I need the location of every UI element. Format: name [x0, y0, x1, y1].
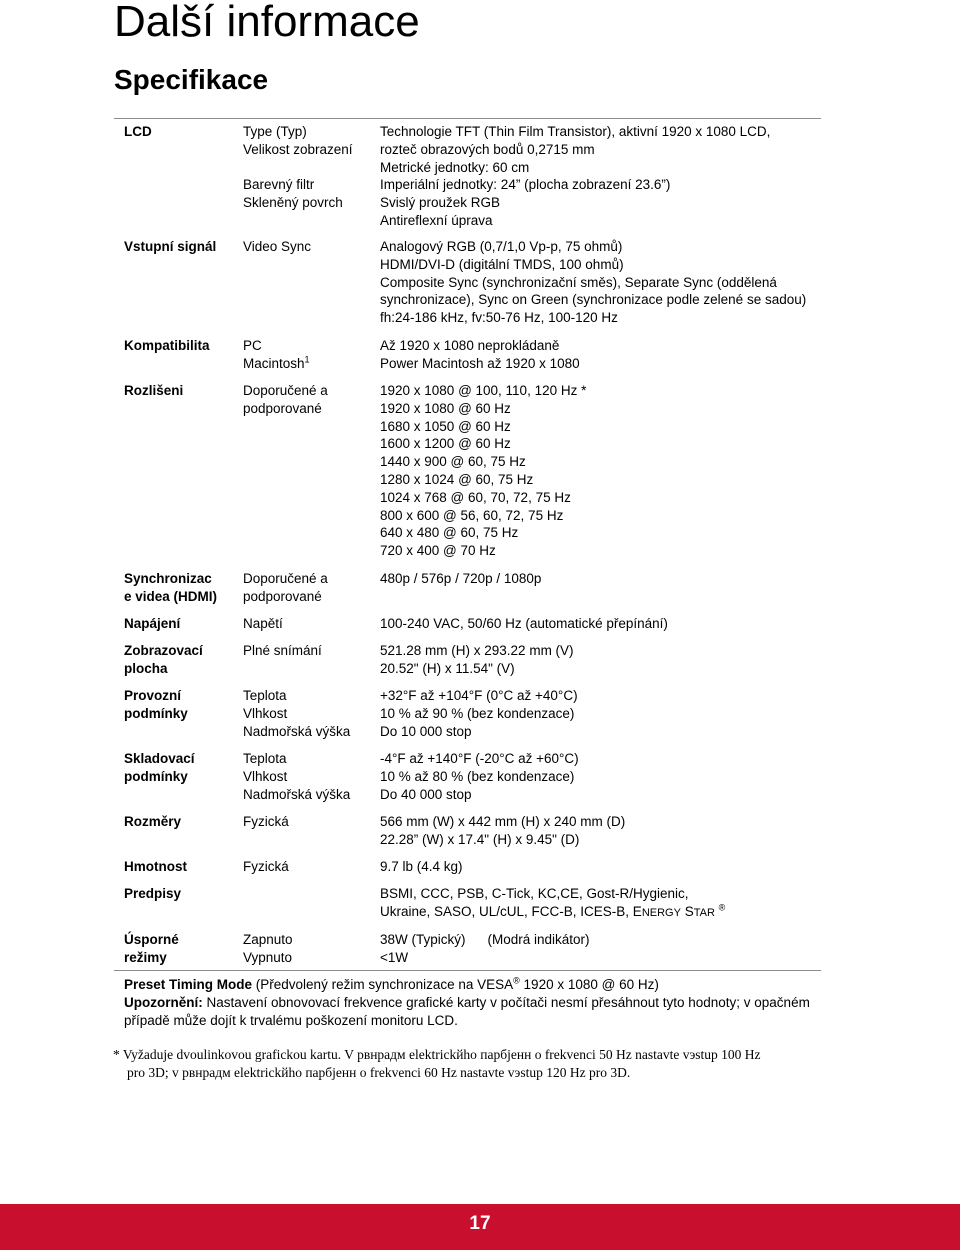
param: Plné snímání: [243, 643, 322, 658]
row-label: Zobrazovací plocha: [124, 643, 203, 676]
row-params: [243, 238, 383, 256]
page-title: Další informace: [114, 0, 420, 46]
timing-note: [124, 976, 814, 1030]
footnote-line: pro 3D; v рвнрадм elektrickйho парбjенн o frekvenci 60 Hz nastavte vэstup 120 Hz pro 3D.: [127, 1065, 631, 1080]
footnote: [113, 1046, 843, 1082]
row-label: Predpisy: [124, 886, 182, 901]
value: <1W: [380, 949, 409, 965]
row-values: [380, 931, 820, 967]
value: 720 x 400 @ 70 Hz: [380, 543, 496, 559]
row-values: [380, 813, 820, 849]
row-values: [380, 615, 820, 633]
value: 1920 x 1080 @ 60 Hz: [380, 400, 511, 416]
row-values: [380, 570, 820, 588]
value: 1680 x 1050 @ 60 Hz: [380, 418, 511, 434]
warning-text: Upozornění: Nastavení obnovovací frekvence grafické karty v počítači nesmí přesáhnout tyto hodnoty; v opačném případě může dojít k trvalému poškození monitoru LCD.: [124, 995, 810, 1028]
value: 800 x 600 @ 56, 60, 72, 75 Hz: [380, 507, 564, 523]
value: 1024 x 768 @ 60, 70, 72, 75 Hz: [380, 489, 571, 505]
value: 10 % až 90 % (bez kondenzace): [380, 705, 575, 721]
row-label: Úsporné režimy: [124, 932, 179, 965]
row-values: [380, 642, 820, 678]
param: Fyzická: [243, 859, 289, 874]
row-values: [380, 238, 820, 327]
value: 640 x 480 @ 60, 75 Hz: [380, 525, 519, 541]
value: Ukraine, SASO, UL/cUL, FCC-B, ICES-B, ENERGY STAR ®: [380, 902, 726, 919]
row-params: [243, 642, 383, 660]
param: Skleněný povrch: [243, 195, 343, 211]
row-params: [243, 615, 383, 633]
param: Napětí: [243, 616, 283, 631]
value: 100-240 VAC, 50/60 Hz (automatické přepínání): [380, 616, 668, 631]
row-values: [380, 382, 820, 560]
param: Teplota: [243, 688, 287, 703]
value: 1440 x 900 @ 60, 75 Hz: [380, 454, 526, 470]
row-label: Rozlišeni: [124, 383, 184, 398]
value: +32°F až +104°F (0°C až +40°C): [380, 688, 578, 703]
row-label: Provozní podmínky: [124, 688, 188, 721]
value: HDMI/DVI-D (digitální TMDS, 100 ohmů): [380, 256, 624, 272]
param: Macintosh$^1$: [243, 354, 310, 371]
param: PC: [243, 338, 262, 353]
value: 20.52" (H) x 11.54" (V): [380, 660, 515, 676]
param: Fyzická: [243, 814, 289, 829]
param: Zapnuto: [243, 932, 293, 947]
value: -4°F až +140°F (-20°C až +60°C): [380, 751, 579, 766]
param: Vlhkost: [243, 705, 288, 721]
row-label: Rozměry: [124, 814, 182, 829]
value: 9.7 lb (4.4 kg): [380, 859, 463, 874]
param: Type (Typ): [243, 124, 307, 139]
value: 1280 x 1024 @ 60, 75 Hz: [380, 471, 534, 487]
row-label: Napájení: [124, 616, 181, 631]
table-top-rule: [114, 118, 821, 119]
value: fh:24-186 kHz, fv:50-76 Hz, 100-120 Hz: [380, 310, 618, 326]
value: Až 1920 x 1080 neprokládaně: [380, 338, 560, 353]
param: Barevný filtr: [243, 177, 315, 193]
param: Video Sync: [243, 239, 312, 254]
value: Svislý proužek RGB: [380, 195, 501, 211]
row-params: [243, 687, 383, 740]
param: podporované: [243, 588, 322, 604]
value: 480p / 576p / 720p / 1080p: [380, 571, 542, 586]
row-values: [380, 687, 820, 740]
param: Vlhkost: [243, 768, 288, 784]
row-label: Kompatibilita: [124, 338, 210, 353]
preset-timing-line: Preset Timing Mode (Předvolený režim synchronizace na VESA® 1920 x 1080 @ 60 Hz): [124, 975, 659, 992]
row-params: [243, 123, 383, 212]
value: Analogový RGB (0,7/1,0 Vp-p, 75 ohmů): [380, 239, 623, 254]
row-params: [243, 931, 383, 967]
value: Metrické jednotky: 60 cm: [380, 159, 530, 175]
row-label: Hmotnost: [124, 859, 187, 874]
value: synchronizace), Sync on Green (synchronizace podle zelené se sadou): [380, 292, 807, 308]
value: BSMI, CCC, PSB, C-Tick, KC,CE, Gost-R/Hygienic,: [380, 886, 689, 901]
value: 521.28 mm (H) x 293.22 mm (V): [380, 643, 574, 658]
row-values: [380, 123, 820, 230]
value: 1920 x 1080 @ 100, 110, 120 Hz *: [380, 383, 587, 398]
param: Doporučené a: [243, 383, 328, 398]
param: Vypnuto: [243, 949, 293, 965]
param: Teplota: [243, 751, 287, 766]
row-values: [380, 885, 820, 923]
param: Doporučené a: [243, 571, 328, 586]
footnote-line: * Vyžaduje dvoulinkovou grafickou kartu. V рвнрадм elektrickйho парбjенн o frekvenci 50 Hz nastavte vэstup 100 Hz: [113, 1047, 761, 1062]
value: 10 % až 80 % (bez kondenzace): [380, 768, 575, 784]
param: Nadmořská výška: [243, 723, 351, 739]
value: Do 40 000 stop: [380, 786, 472, 802]
value: 38W (Typický) (Modrá indikátor): [380, 932, 590, 947]
row-label: Skladovací podmínky: [124, 751, 195, 784]
row-params: [243, 382, 383, 418]
row-values: [380, 337, 820, 373]
row-params: [243, 813, 383, 831]
value: 566 mm (W) x 442 mm (H) x 240 mm (D): [380, 814, 626, 829]
value: Do 10 000 stop: [380, 723, 472, 739]
registered-mark: ®: [718, 902, 726, 913]
param: Nadmořská výška: [243, 786, 351, 802]
row-label: LCD: [124, 124, 152, 139]
row-params: [243, 570, 383, 606]
table-bottom-rule: [114, 970, 821, 971]
page-number: 17: [469, 1213, 491, 1234]
value: rozteč obrazových bodů 0,2715 mm: [380, 141, 595, 157]
row-label: Synchronizac e videa (HDMI): [124, 571, 218, 604]
row-values: [380, 750, 820, 803]
value: Technologie TFT (Thin Film Transistor), aktivní 1920 x 1080 LCD,: [380, 124, 771, 139]
param: Velikost zobrazení: [243, 141, 353, 157]
value: Composite Sync (synchronizační směs), Separate Sync (oddělená: [380, 274, 777, 290]
value: 22.28” (W) x 17.4" (H) x 9.45" (D): [380, 831, 580, 847]
row-params: [243, 337, 383, 373]
row-label: Vstupní signál: [124, 239, 217, 254]
value: Imperiální jednotky: 24” (plocha zobrazení 23.6”): [380, 177, 671, 193]
value: Power Macintosh až 1920 x 1080: [380, 355, 580, 371]
value: 1600 x 1200 @ 60 Hz: [380, 436, 511, 452]
row-params: [243, 858, 383, 876]
row-params: [243, 750, 383, 803]
value: Antireflexní úprava: [380, 212, 493, 228]
param: podporované: [243, 400, 322, 416]
row-values: [380, 858, 820, 876]
section-subtitle: Specifikace: [114, 64, 269, 95]
